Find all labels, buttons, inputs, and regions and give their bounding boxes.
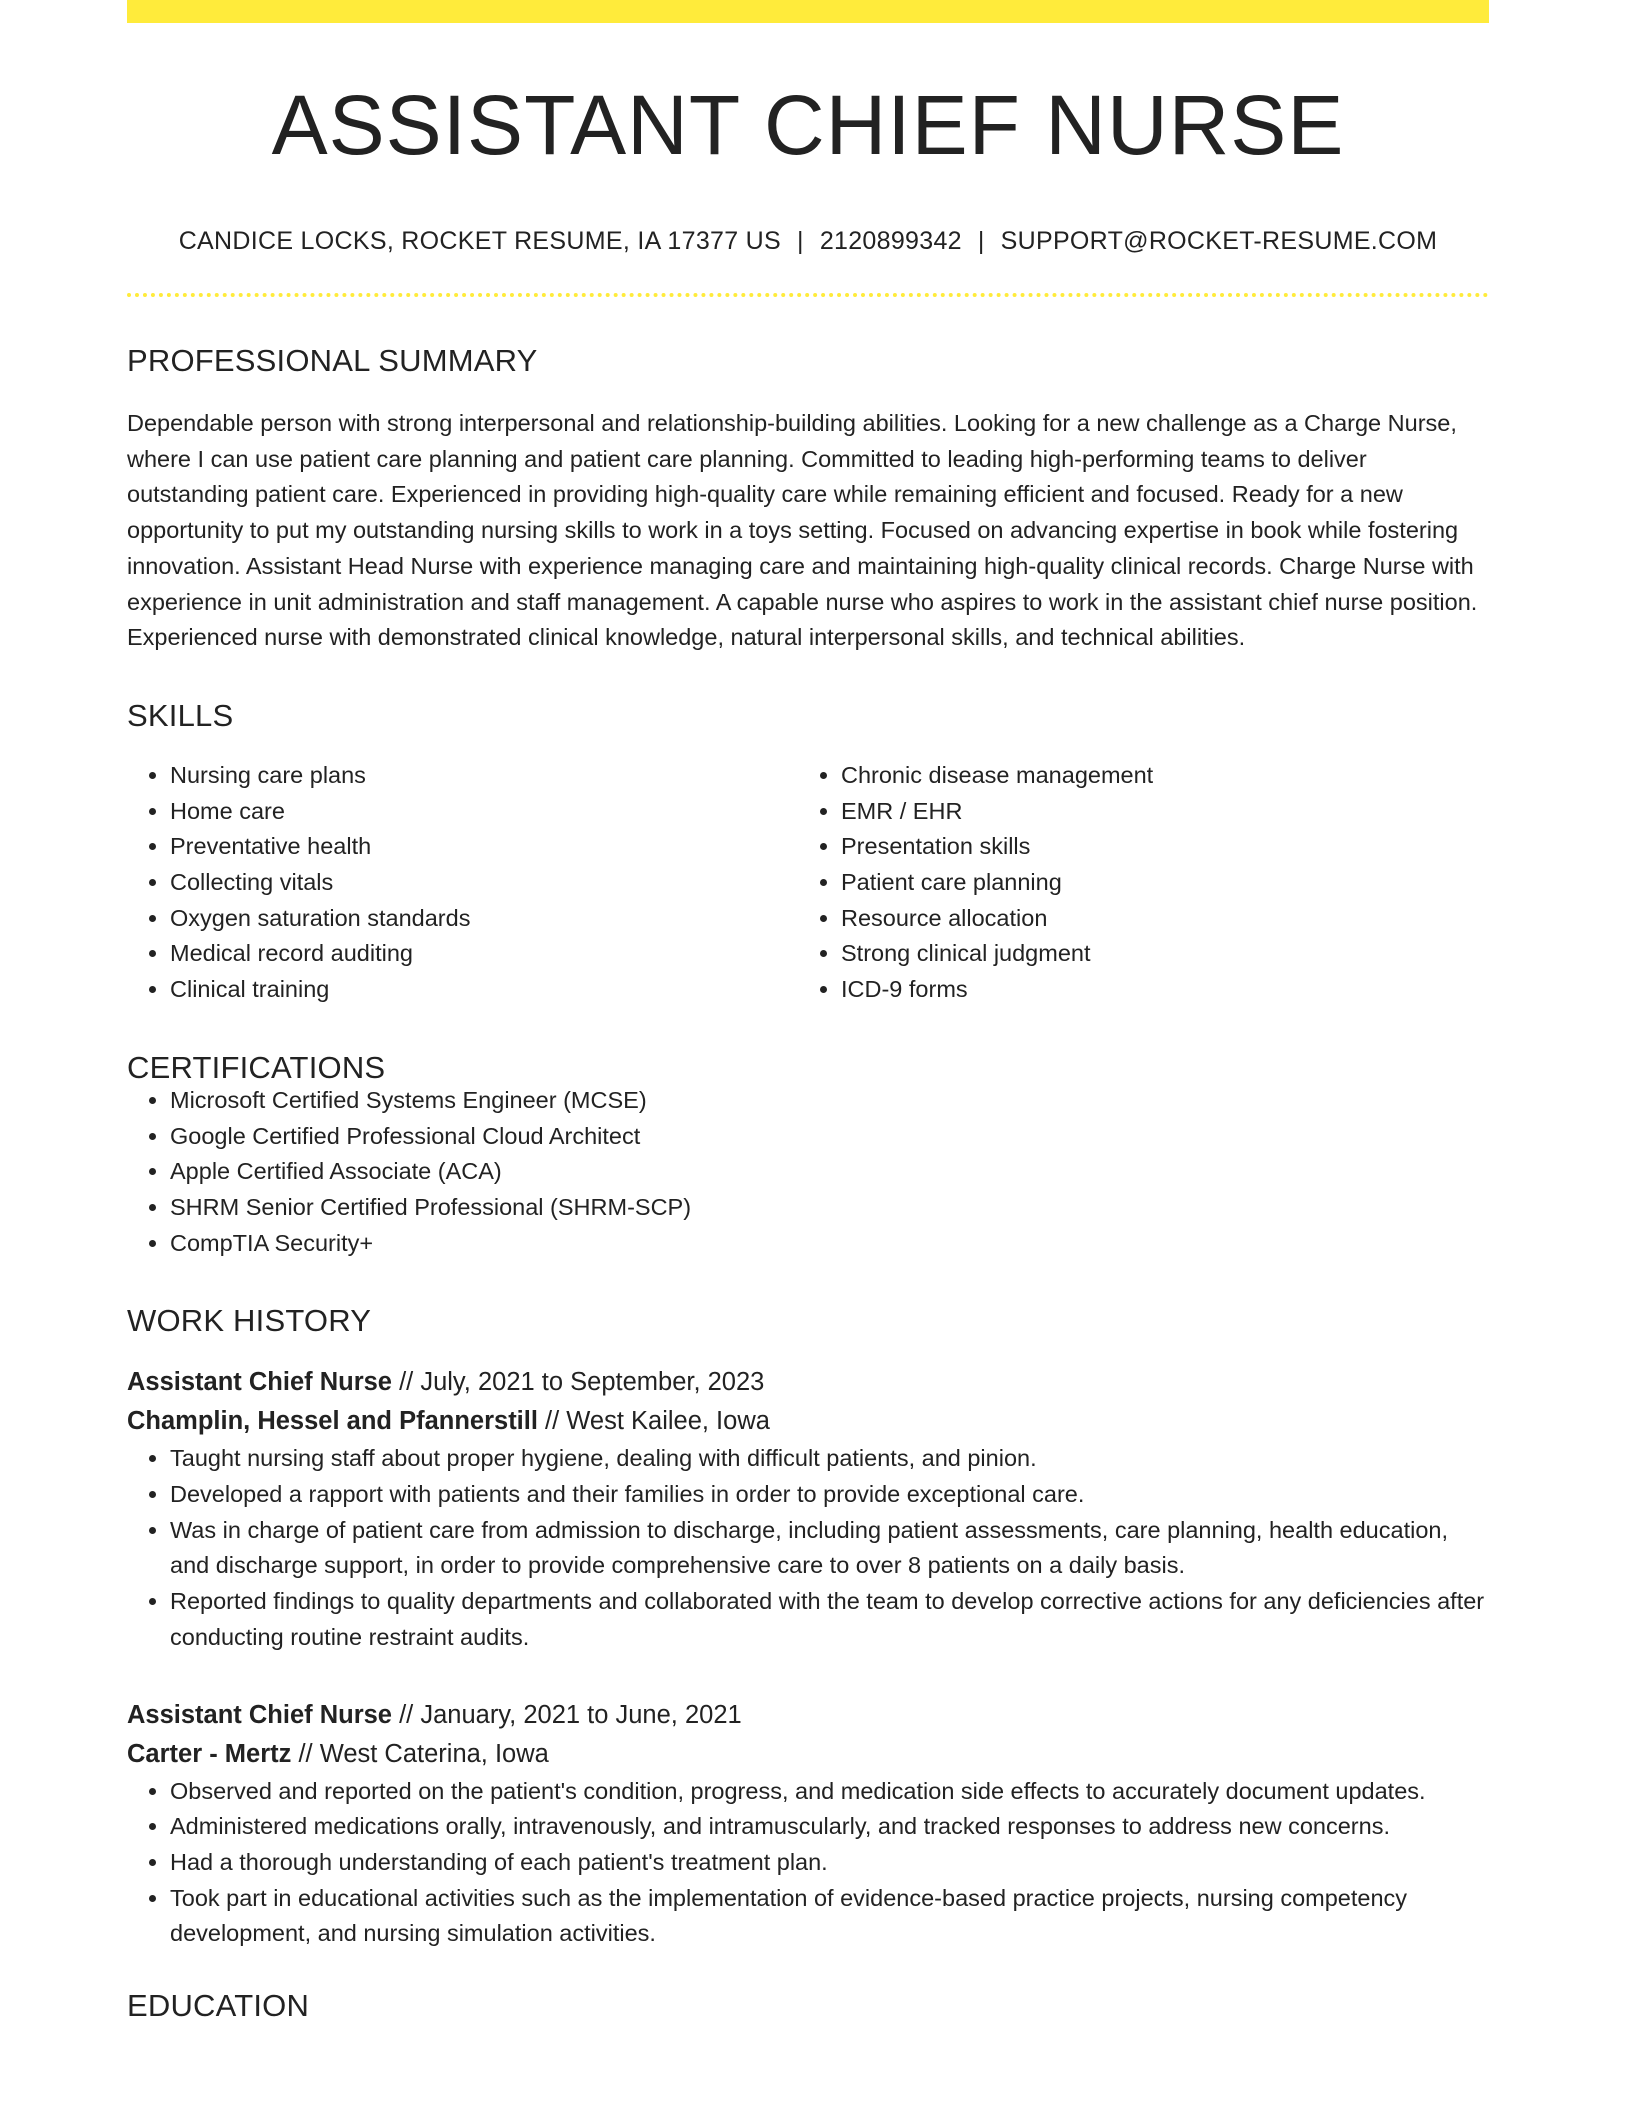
job-title-line [127, 1363, 1489, 1402]
job-dates: // January, 2021 to June, 2021 [392, 1700, 742, 1729]
contact-address: CANDICE LOCKS, ROCKET RESUME, IA 17377 US [178, 227, 782, 255]
contact-separator: | [977, 227, 985, 255]
skill-item: • Home care [170, 794, 798, 830]
education-heading: EDUCATION [127, 1988, 310, 2024]
certification-item: • Apple Certified Associate (ACA) [170, 1154, 1489, 1190]
job-bullet-list [127, 1774, 1489, 1953]
resume-page [127, 0, 1489, 2024]
job-bullet: • Had a thorough understanding of each patient's treatment plan. [170, 1845, 1489, 1881]
job-title: Assistant Chief Nurse [127, 1700, 392, 1729]
job-bullet: • Observed and reported on the patient's condition, progress, and medication side effects to accurately document updates. [170, 1774, 1489, 1810]
job-entry [127, 1363, 1489, 1655]
job-employer: Champlin, Hessel and Pfannerstill [127, 1407, 538, 1436]
job-location: // West Kailee, Iowa [537, 1407, 770, 1436]
skills-heading: SKILLS [127, 697, 234, 733]
resume-title: ASSISTANT CHIEF NURSE [271, 78, 1345, 172]
job-bullet: • Took part in educational activities such as the implementation of evidence-based practice projects, nursing competency development, and nursing simulation activities. [170, 1881, 1489, 1952]
contact-separator: | [797, 227, 804, 255]
skill-item: • Oxygen saturation standards [170, 901, 798, 937]
skill-item: • Chronic disease management [841, 758, 1469, 794]
dotted-divider [127, 293, 1489, 297]
certification-item: • Google Certified Professional Cloud Architect [170, 1119, 1489, 1155]
skill-item: • Collecting vitals [170, 865, 798, 901]
summary-heading: PROFESSIONAL SUMMARY [127, 343, 538, 378]
summary-text: Dependable person with strong interpersonal and relationship-building abilities. Looking for a new challenge as a Charge Nurse, where I can use patient care planning and patient care planning. Committed to leading high-performing teams to deliver outstanding patient care. Experienced in providing high-quality care while remaining efficient and focused. Ready for a new opportunity to put my outstanding nursing skills to work in a toys setting. Focused on advancing expertise in book while fostering innovation. Assistant Head Nurse with experience managing care and maintaining high-quality clinical records. Charge Nurse with experience in unit administration and staff management. A capable nurse who aspires to work in the assistant chief nurse position. Experienced nurse with demonstrated clinical knowledge, natural interpersonal skills, and technical abilities. [127, 410, 1478, 651]
job-employer-line [127, 1735, 1489, 1774]
certifications-heading: CERTIFICATIONS [127, 1049, 386, 1085]
skill-item: • EMR / EHR [841, 794, 1469, 830]
job-bullet: • Developed a rapport with patients and their families in order to provide exceptional care. [170, 1477, 1489, 1513]
skill-item: • Preventative health [170, 829, 798, 865]
skill-item: • ICD-9 forms [841, 972, 1469, 1008]
job-bullet-list [127, 1441, 1489, 1655]
job-dates: // July, 2021 to September, 2023 [392, 1368, 765, 1397]
skill-item: • Strong clinical judgment [841, 936, 1469, 972]
job-title-line [127, 1696, 1489, 1735]
contact-email[interactable]: SUPPORT@ROCKET-RESUME.COM [1000, 227, 1438, 255]
job-title: Assistant Chief Nurse [127, 1368, 392, 1397]
skills-list-right [798, 758, 1469, 1008]
job-location: // West Caterina, Iowa [291, 1739, 549, 1768]
job-bullet: • Taught nursing staff about proper hygiene, dealing with difficult patients, and pinion. [170, 1441, 1489, 1477]
skill-item: • Resource allocation [841, 901, 1469, 937]
skill-item: • Patient care planning [841, 865, 1469, 901]
skills-list-left [127, 758, 798, 1008]
job-bullet: • Administered medications orally, intravenously, and intramuscularly, and tracked responses to address new concerns. [170, 1809, 1489, 1845]
certification-item: • CompTIA Security+ [170, 1226, 1489, 1262]
work-history-heading: WORK HISTORY [127, 1303, 372, 1339]
certifications-list [127, 1083, 1489, 1262]
job-employer-line [127, 1402, 1489, 1441]
skills-columns [127, 758, 1489, 1008]
certification-item: • SHRM Senior Certified Professional (SHRM-SCP) [170, 1190, 1489, 1226]
job-entry [127, 1696, 1489, 1953]
skill-item: • Medical record auditing [170, 936, 798, 972]
job-employer: Carter - Mertz [127, 1739, 292, 1768]
contact-line [127, 229, 1489, 254]
job-bullet: • Was in charge of patient care from admission to discharge, including patient assessments, care planning, health education, and discharge support, in order to provide comprehensive care to over 8 patients on a daily basis. [170, 1513, 1489, 1584]
top-accent-bar [127, 0, 1489, 23]
skill-item: • Clinical training [170, 972, 798, 1008]
job-bullet: • Reported findings to quality departments and collaborated with the team to develop corrective actions for any deficiencies after conducting routine restraint audits. [170, 1584, 1489, 1655]
certification-item: • Microsoft Certified Systems Engineer (MCSE) [170, 1083, 1489, 1119]
skill-item: • Presentation skills [841, 829, 1469, 865]
contact-phone[interactable]: 2120899342 [819, 227, 962, 255]
skill-item: • Nursing care plans [170, 758, 798, 794]
